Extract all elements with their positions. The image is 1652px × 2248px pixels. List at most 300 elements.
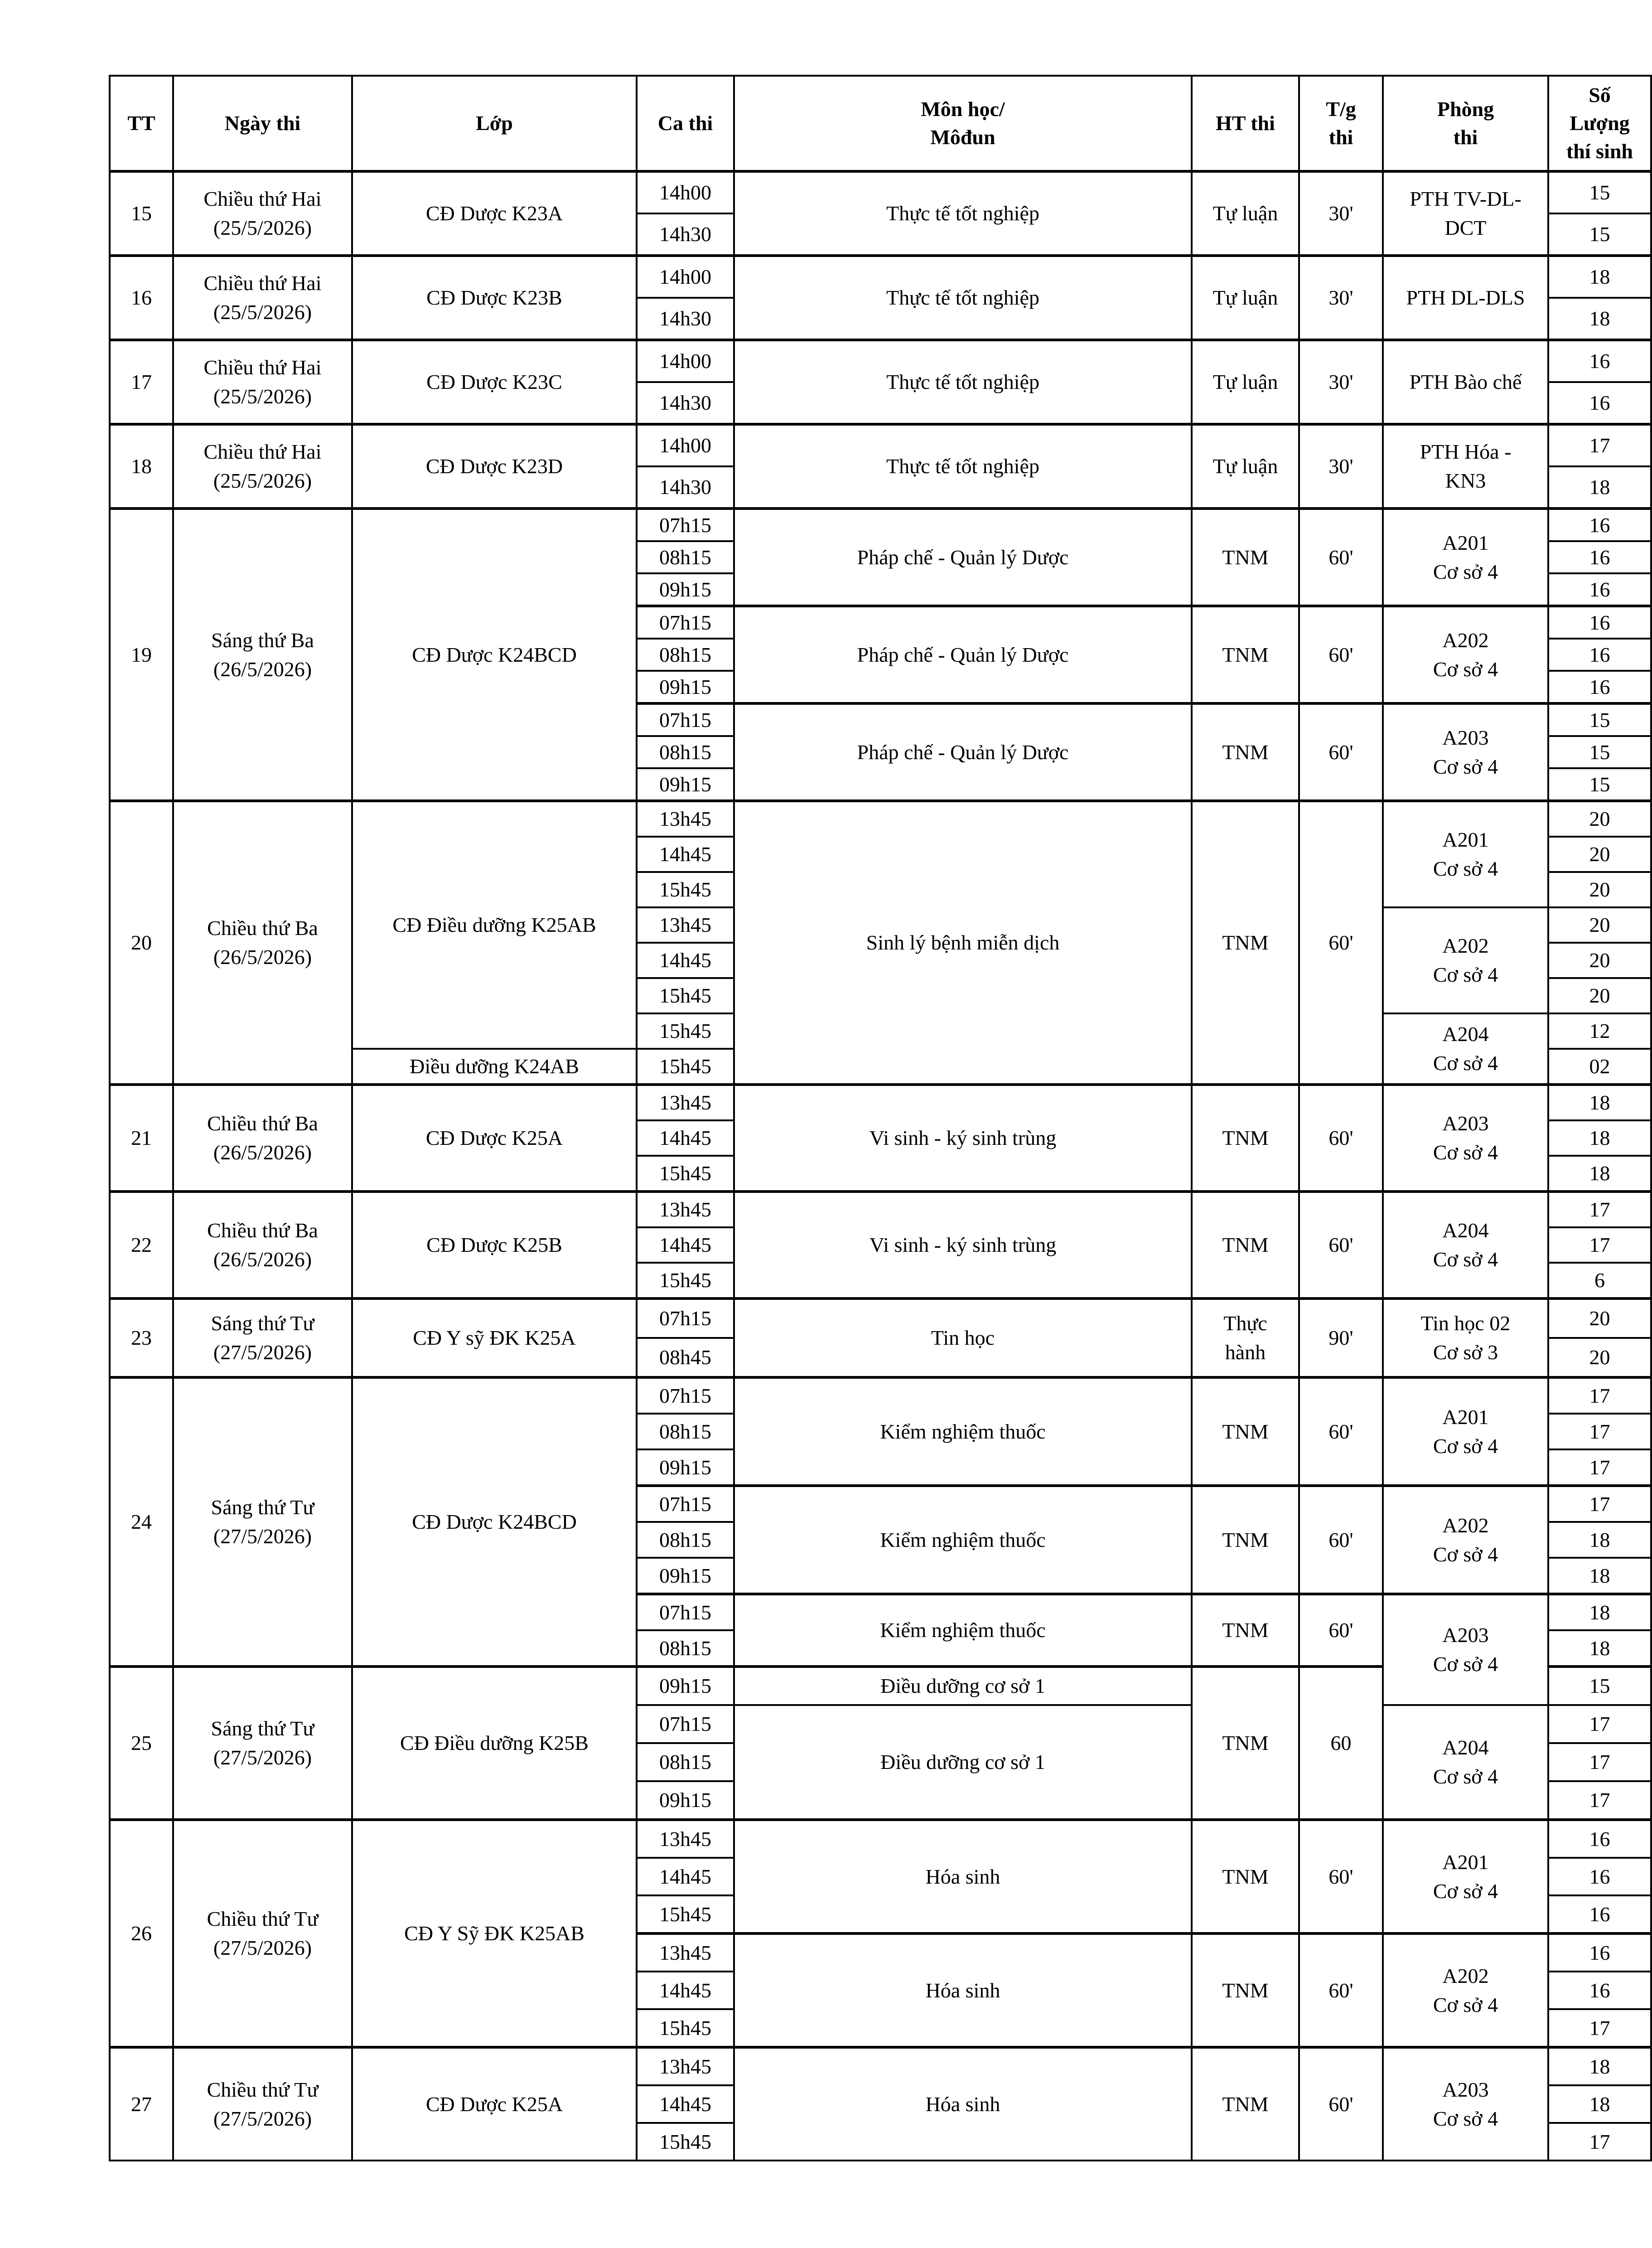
duration-cell: 30' [1299, 256, 1383, 340]
format-cell: TNM [1192, 606, 1299, 703]
duration-cell: 60' [1299, 801, 1383, 1085]
session-cell: 08h15 [637, 1522, 734, 1558]
session-cell: 07h15 [637, 1486, 734, 1522]
format-cell: Tự luận [1192, 340, 1299, 424]
table-row [110, 1298, 1651, 1338]
count-cell: 17 [1548, 1227, 1651, 1263]
subject-cell: Hóa sinh [734, 1820, 1192, 1933]
count-cell: 02 [1548, 1049, 1651, 1085]
subject-cell: Thực tế tốt nghiệp [734, 424, 1192, 509]
session-cell: 07h15 [637, 1377, 734, 1414]
room-cell [1383, 256, 1548, 340]
header-subject-line2: Môđun [930, 126, 995, 149]
date-cell-line2: (25/5/2026) [213, 300, 312, 324]
class-cell: CĐ Điều dưỡng K25AB [352, 801, 637, 1049]
duration-cell: 60 [1299, 1667, 1383, 1820]
header-count-line3: thí sinh [1566, 140, 1633, 163]
tt-cell: 24 [110, 1377, 173, 1667]
room-cell-line2: Cơ sở 4 [1433, 1434, 1498, 1458]
count-cell: 15 [1548, 736, 1651, 768]
header-room-line1: Phòng [1437, 97, 1494, 121]
format-cell-line1: Thực [1223, 1312, 1267, 1335]
session-cell: 08h15 [637, 541, 734, 573]
count-cell: 17 [1548, 1486, 1651, 1522]
subject-cell: Pháp chế - Quản lý Dược [734, 703, 1192, 801]
class-cell: CĐ Dược K25A [352, 2047, 637, 2161]
class-cell: CĐ Y sỹ ĐK K25A [352, 1298, 637, 1377]
count-cell: 20 [1548, 943, 1651, 978]
room-cell-line1: A202 [1442, 628, 1489, 652]
date-cell-line1: Chiều thứ Tư [207, 2078, 319, 2101]
class-cell: CĐ Dược K25A [352, 1085, 637, 1192]
session-cell: 14h45 [637, 1972, 734, 2009]
duration-cell: 60' [1299, 1085, 1383, 1192]
date-cell [173, 509, 352, 801]
tt-cell: 15 [110, 171, 173, 256]
count-cell: 17 [1548, 2123, 1651, 2161]
tt-cell: 18 [110, 424, 173, 509]
format-cell: TNM [1192, 703, 1299, 801]
date-cell [173, 1820, 352, 2047]
class-cell: CĐ Dược K25B [352, 1192, 637, 1298]
date-cell [173, 171, 352, 256]
date-cell-line1: Sáng thứ Tư [211, 1496, 314, 1519]
header-subject-line1: Môn học/ [921, 97, 1005, 121]
room-cell-line1: A202 [1442, 1513, 1489, 1537]
header-row [110, 76, 1651, 171]
date-cell-line1: Chiều thứ Hai [203, 271, 322, 295]
room-cell-line2: Cơ sở 4 [1433, 1993, 1498, 2016]
session-cell: 09h15 [637, 1558, 734, 1594]
subject-cell: Hóa sinh [734, 2047, 1192, 2161]
count-cell: 17 [1548, 1781, 1651, 1820]
date-cell-line1: Sáng thứ Ba [211, 628, 314, 652]
subject-cell: Điều dưỡng cơ sở 1 [734, 1667, 1192, 1705]
room-cell-line1: A203 [1442, 726, 1489, 749]
count-cell: 17 [1548, 424, 1651, 466]
format-cell: TNM [1192, 2047, 1299, 2161]
date-cell-line1: Chiều thứ Ba [207, 1112, 318, 1135]
class-cell: Điều dưỡng K24AB [352, 1049, 637, 1085]
tt-cell: 22 [110, 1192, 173, 1298]
header-count-line2: Lượng [1570, 111, 1630, 135]
room-cell-line1: A201 [1442, 828, 1489, 851]
session-cell: 09h15 [637, 768, 734, 801]
session-cell: 14h30 [637, 298, 734, 340]
date-cell-line1: Chiều thứ Tư [207, 1907, 319, 1930]
room-cell [1383, 1298, 1548, 1377]
room-cell-line2: Cơ sở 4 [1433, 1248, 1498, 1271]
count-cell: 20 [1548, 872, 1651, 907]
table-row [110, 424, 1651, 466]
duration-cell: 60' [1299, 703, 1383, 801]
format-cell: TNM [1192, 509, 1299, 606]
count-cell: 20 [1548, 837, 1651, 872]
session-cell: 13h45 [637, 2047, 734, 2085]
header-duration [1299, 76, 1383, 171]
format-cell: TNM [1192, 1933, 1299, 2047]
room-cell-line1: A203 [1442, 2078, 1489, 2101]
class-cell: CĐ Dược K23B [352, 256, 637, 340]
session-cell: 09h15 [637, 1667, 734, 1705]
date-cell-line2: (27/5/2026) [213, 1746, 312, 1769]
count-cell: 16 [1548, 639, 1651, 671]
count-cell: 16 [1548, 340, 1651, 382]
room-cell [1383, 1192, 1548, 1298]
room-cell [1383, 1377, 1548, 1486]
session-cell: 15h45 [637, 1895, 734, 1933]
count-cell: 12 [1548, 1013, 1651, 1049]
session-cell: 09h15 [637, 573, 734, 606]
subject-cell: Vi sinh - ký sinh trùng [734, 1192, 1192, 1298]
session-cell: 08h45 [637, 1338, 734, 1377]
count-cell: 20 [1548, 907, 1651, 943]
room-cell-line2: Cơ sở 4 [1433, 1051, 1498, 1075]
session-cell: 07h15 [637, 509, 734, 541]
subject-cell: Hóa sinh [734, 1933, 1192, 2047]
count-cell: 15 [1548, 768, 1651, 801]
subject-cell: Vi sinh - ký sinh trùng [734, 1085, 1192, 1192]
duration-cell: 60' [1299, 1594, 1383, 1667]
session-cell: 14h30 [637, 382, 734, 424]
room-cell-line2: Cơ sở 4 [1433, 1141, 1498, 1164]
room-cell-line1: A202 [1442, 1964, 1489, 1987]
session-cell: 14h00 [637, 424, 734, 466]
date-cell [173, 1192, 352, 1298]
count-cell: 16 [1548, 1895, 1651, 1933]
date-cell-line1: Chiều thứ Hai [203, 356, 322, 379]
session-cell: 14h00 [637, 171, 734, 213]
date-cell-line2: (25/5/2026) [213, 469, 312, 492]
session-cell: 13h45 [637, 1085, 734, 1120]
duration-cell: 60' [1299, 606, 1383, 703]
session-cell: 13h45 [637, 1820, 734, 1858]
count-cell: 20 [1548, 1298, 1651, 1338]
date-cell [173, 256, 352, 340]
room-cell-line2: Cơ sở 4 [1433, 1765, 1498, 1788]
room-cell [1383, 606, 1548, 703]
session-cell: 15h45 [637, 2009, 734, 2047]
count-cell: 16 [1548, 509, 1651, 541]
header-session: Ca thi [637, 76, 734, 171]
session-cell: 13h45 [637, 907, 734, 943]
room-cell [1383, 907, 1548, 1013]
date-cell-line2: (26/5/2026) [213, 657, 312, 681]
header-tt: TT [110, 76, 173, 171]
session-cell: 13h45 [637, 801, 734, 837]
tt-cell: 23 [110, 1298, 173, 1377]
room-cell-line2: Cơ sở 4 [1433, 1652, 1498, 1676]
table-row [110, 1085, 1651, 1120]
duration-cell: 30' [1299, 171, 1383, 256]
table-row [110, 340, 1651, 382]
table-row [110, 1192, 1651, 1227]
subject-cell: Pháp chế - Quản lý Dược [734, 509, 1192, 606]
class-cell: CĐ Y Sỹ ĐK K25AB [352, 1820, 637, 2047]
count-cell: 20 [1548, 801, 1651, 837]
subject-cell: Sinh lý bệnh miễn dịch [734, 801, 1192, 1085]
subject-cell: Kiểm nghiệm thuốc [734, 1377, 1192, 1486]
date-cell-line2: (26/5/2026) [213, 1141, 312, 1164]
header-room [1383, 76, 1548, 171]
session-cell: 14h00 [637, 340, 734, 382]
session-cell: 15h45 [637, 978, 734, 1013]
count-cell: 20 [1548, 978, 1651, 1013]
header-class: Lớp [352, 76, 637, 171]
count-cell: 16 [1548, 671, 1651, 703]
duration-cell: 60' [1299, 1820, 1383, 1933]
session-cell: 14h30 [637, 466, 734, 509]
count-cell: 15 [1548, 1667, 1651, 1705]
room-cell [1383, 1486, 1548, 1594]
room-cell [1383, 2047, 1548, 2161]
date-cell-line2: (27/5/2026) [213, 1341, 312, 1364]
duration-cell: 60' [1299, 1933, 1383, 2047]
format-cell: TNM [1192, 1820, 1299, 1933]
table-row [110, 1377, 1651, 1414]
subject-cell: Pháp chế - Quản lý Dược [734, 606, 1192, 703]
format-cell: TNM [1192, 1667, 1299, 1820]
session-cell: 07h15 [637, 1298, 734, 1338]
format-cell: TNM [1192, 1486, 1299, 1594]
table-row [110, 171, 1651, 213]
header-count-line1: Số [1589, 83, 1611, 107]
count-cell: 16 [1548, 1933, 1651, 1972]
tt-cell: 25 [110, 1667, 173, 1820]
format-cell: TNM [1192, 1377, 1299, 1486]
format-cell: TNM [1192, 1085, 1299, 1192]
count-cell: 18 [1548, 256, 1651, 298]
session-cell: 15h45 [637, 1156, 734, 1192]
session-cell: 15h45 [637, 1013, 734, 1049]
tt-cell: 26 [110, 1820, 173, 2047]
room-cell-line2: Cơ sở 4 [1433, 2107, 1498, 2130]
session-cell: 14h45 [637, 2085, 734, 2123]
room-cell-line1: A204 [1442, 1022, 1489, 1046]
header-duration-line2: thi [1328, 126, 1353, 149]
room-cell-line2: Cơ sở 3 [1433, 1341, 1498, 1364]
duration-cell: 60' [1299, 509, 1383, 606]
date-cell [173, 1377, 352, 1667]
date-cell-line1: Chiều thứ Hai [203, 440, 322, 463]
room-cell-line1: A203 [1442, 1623, 1489, 1647]
count-cell: 18 [1548, 466, 1651, 509]
subject-cell: Thực tế tốt nghiệp [734, 171, 1192, 256]
date-cell-line2: (25/5/2026) [213, 216, 312, 239]
table-row [110, 1820, 1651, 1858]
session-cell: 13h45 [637, 1192, 734, 1227]
table-row [110, 2047, 1651, 2085]
count-cell: 17 [1548, 1414, 1651, 1449]
room-cell-line1: PTH TV-DL- [1410, 187, 1522, 210]
subject-cell: Điều dưỡng cơ sở 1 [734, 1705, 1192, 1820]
session-cell: 15h45 [637, 1263, 734, 1298]
date-cell-line1: Chiều thứ Ba [207, 916, 318, 940]
tt-cell: 19 [110, 509, 173, 801]
room-cell [1383, 509, 1548, 606]
date-cell-line2: (27/5/2026) [213, 2107, 312, 2130]
exam-schedule-table [109, 75, 1652, 2161]
date-cell-line2: (26/5/2026) [213, 945, 312, 969]
date-cell-line1: Chiều thứ Ba [207, 1219, 318, 1242]
count-cell: 16 [1548, 1972, 1651, 2009]
count-cell: 15 [1548, 171, 1651, 213]
date-cell-line1: Sáng thứ Tư [211, 1717, 314, 1740]
count-cell: 17 [1548, 1377, 1651, 1414]
date-cell-line2: (26/5/2026) [213, 1248, 312, 1271]
date-cell [173, 1085, 352, 1192]
header-duration-line1: T/g [1326, 97, 1356, 121]
session-cell: 08h15 [637, 1414, 734, 1449]
session-cell: 07h15 [637, 1594, 734, 1630]
session-cell: 08h15 [637, 736, 734, 768]
count-cell: 18 [1548, 1156, 1651, 1192]
class-cell: CĐ Dược K23D [352, 424, 637, 509]
room-cell [1383, 703, 1548, 801]
room-cell-line1: A204 [1442, 1219, 1489, 1242]
count-cell: 18 [1548, 298, 1651, 340]
room-cell-line1: A201 [1442, 1850, 1489, 1874]
subject-cell: Kiểm nghiệm thuốc [734, 1486, 1192, 1594]
room-cell-line1: A201 [1442, 531, 1489, 554]
room-cell-line1: A203 [1442, 1112, 1489, 1135]
tt-cell: 17 [110, 340, 173, 424]
date-cell [173, 1667, 352, 1820]
format-cell: Tự luận [1192, 171, 1299, 256]
date-cell [173, 2047, 352, 2161]
room-cell [1383, 801, 1548, 907]
duration-cell: 60' [1299, 2047, 1383, 2161]
session-cell: 15h45 [637, 872, 734, 907]
format-cell: Tự luận [1192, 424, 1299, 509]
date-cell-line2: (27/5/2026) [213, 1525, 312, 1548]
session-cell: 14h00 [637, 256, 734, 298]
class-cell: CĐ Dược K24BCD [352, 1377, 637, 1667]
class-cell: CĐ Điều dưỡng K25B [352, 1667, 637, 1820]
room-cell-line2: Cơ sở 4 [1433, 1879, 1498, 1903]
room-cell [1383, 1820, 1548, 1933]
table-row [110, 256, 1651, 298]
session-cell: 08h15 [637, 1743, 734, 1781]
duration-cell: 60' [1299, 1192, 1383, 1298]
session-cell: 14h45 [637, 943, 734, 978]
room-cell-line2: Cơ sở 4 [1433, 657, 1498, 681]
count-cell: 15 [1548, 703, 1651, 736]
class-cell: CĐ Dược K23A [352, 171, 637, 256]
tt-cell: 27 [110, 2047, 173, 2161]
class-cell: CĐ Dược K24BCD [352, 509, 637, 801]
date-cell [173, 340, 352, 424]
room-cell-line1: PTH Bào chế [1409, 370, 1522, 393]
tt-cell: 20 [110, 801, 173, 1085]
format-cell: TNM [1192, 1192, 1299, 1298]
tt-cell: 16 [110, 256, 173, 340]
header-date: Ngày thi [173, 76, 352, 171]
room-cell [1383, 340, 1548, 424]
count-cell: 16 [1548, 606, 1651, 639]
room-cell [1383, 1705, 1548, 1820]
format-cell: Tự luận [1192, 256, 1299, 340]
count-cell: 16 [1548, 541, 1651, 573]
duration-cell: 60' [1299, 1377, 1383, 1486]
room-cell [1383, 1933, 1548, 2047]
session-cell: 13h45 [637, 1933, 734, 1972]
count-cell: 17 [1548, 1449, 1651, 1486]
class-cell: CĐ Dược K23C [352, 340, 637, 424]
subject-cell: Kiểm nghiệm thuốc [734, 1594, 1192, 1667]
count-cell: 15 [1548, 213, 1651, 256]
count-cell: 20 [1548, 1338, 1651, 1377]
session-cell: 09h15 [637, 1449, 734, 1486]
date-cell-line2: (27/5/2026) [213, 1936, 312, 1959]
duration-cell: 30' [1299, 424, 1383, 509]
room-cell [1383, 171, 1548, 256]
count-cell: 16 [1548, 1858, 1651, 1895]
date-cell-line1: Chiều thứ Hai [203, 187, 322, 210]
duration-cell: 30' [1299, 340, 1383, 424]
session-cell: 14h45 [637, 1227, 734, 1263]
room-cell-line2: Cơ sở 4 [1433, 963, 1498, 986]
count-cell: 18 [1548, 1085, 1651, 1120]
table-row [110, 509, 1651, 541]
room-cell [1383, 1013, 1548, 1085]
date-cell [173, 424, 352, 509]
count-cell: 18 [1548, 2085, 1651, 2123]
count-cell: 18 [1548, 1558, 1651, 1594]
count-cell: 17 [1548, 2009, 1651, 2047]
room-cell-line2: DCT [1444, 216, 1487, 239]
date-cell-line1: Sáng thứ Tư [211, 1312, 314, 1335]
session-cell: 08h15 [637, 1630, 734, 1667]
session-cell: 09h15 [637, 671, 734, 703]
session-cell: 14h45 [637, 837, 734, 872]
table-body [110, 171, 1651, 2161]
tt-cell: 21 [110, 1085, 173, 1192]
session-cell: 07h15 [637, 606, 734, 639]
room-cell [1383, 1085, 1548, 1192]
header-subject [734, 76, 1192, 171]
count-cell: 16 [1548, 573, 1651, 606]
subject-cell: Tin học [734, 1298, 1192, 1377]
count-cell: 18 [1548, 1522, 1651, 1558]
count-cell: 17 [1548, 1192, 1651, 1227]
format-cell: TNM [1192, 801, 1299, 1085]
count-cell: 18 [1548, 1594, 1651, 1630]
session-cell: 14h30 [637, 213, 734, 256]
count-cell: 17 [1548, 1705, 1651, 1743]
room-cell-line2: Cơ sở 4 [1433, 857, 1498, 880]
date-cell-line2: (25/5/2026) [213, 385, 312, 408]
room-cell-line2: Cơ sở 4 [1433, 560, 1498, 583]
room-cell-line1: A204 [1442, 1736, 1489, 1759]
session-cell: 15h45 [637, 1049, 734, 1085]
format-cell: TNM [1192, 1594, 1299, 1667]
room-cell-line1: A201 [1442, 1405, 1489, 1429]
room-cell-line2: Cơ sở 4 [1433, 1542, 1498, 1566]
room-cell-line1: PTH DL-DLS [1406, 286, 1525, 309]
session-cell: 14h45 [637, 1120, 734, 1156]
exam-schedule-sheet [109, 75, 1633, 2161]
session-cell: 14h45 [637, 1858, 734, 1895]
room-cell-line1: Tin học 02 [1420, 1312, 1511, 1335]
room-cell-line2: Cơ sở 4 [1433, 755, 1498, 778]
session-cell: 15h45 [637, 2123, 734, 2161]
count-cell: 17 [1548, 1743, 1651, 1781]
count-cell: 18 [1548, 2047, 1651, 2085]
duration-cell: 90' [1299, 1298, 1383, 1377]
session-cell: 08h15 [637, 639, 734, 671]
room-cell [1383, 1594, 1548, 1705]
